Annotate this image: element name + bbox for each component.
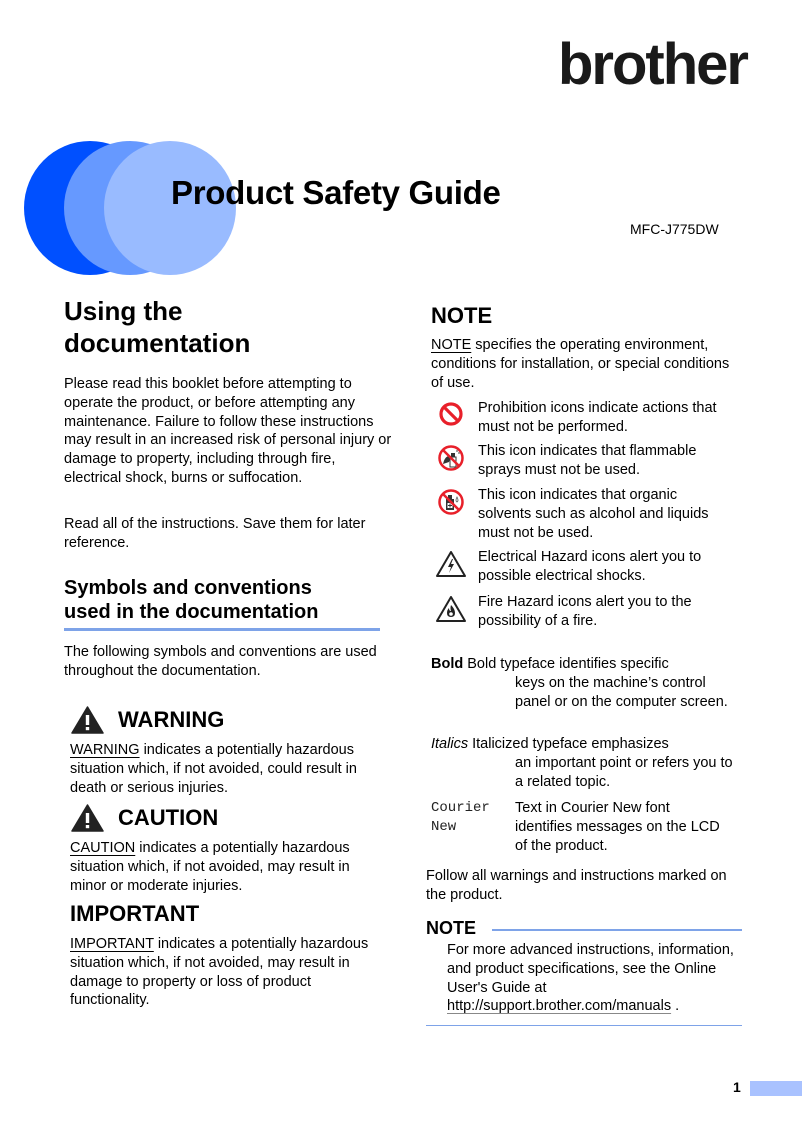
important-description (70, 935, 380, 1010)
convention-courier (431, 799, 741, 855)
prohibition-icon (438, 401, 464, 427)
intro-paragraph: Please read this booklet before attempting to operate the product, or before attempting any maintenance. Failure to follow these instructions may result in an increased risk of personal injury or damage to property, including through fire, electrical shock, burns or suffocation. (64, 376, 392, 486)
symbols-intro: The following symbols and conventions are used throughout the documentation. (64, 644, 377, 679)
convention-text-continued: keys on the machine’s control panel or on the computer screen. (515, 674, 728, 710)
heading-line: Symbols and conventions (64, 577, 312, 599)
note-text: specifies the operating environment, conditions for installation, or special conditions of use. (431, 337, 730, 391)
convention-italics (431, 735, 741, 791)
page-tab-marker (750, 1081, 802, 1096)
important-heading: IMPORTANT (70, 901, 200, 926)
no-organic-solvent-icon (437, 488, 465, 516)
note-keyword: NOTE (431, 337, 472, 353)
section-heading-symbols (64, 576, 384, 624)
heading-line: documentation (64, 328, 251, 358)
courier-label-line: New (431, 818, 457, 835)
follow-warnings-paragraph: Follow all warnings and instructions marked on the product. (426, 868, 727, 903)
warning-heading (71, 706, 224, 734)
warning-title: WARNING (118, 707, 225, 732)
courier-label-line: Courier (431, 800, 490, 816)
caution-triangle-icon (71, 804, 104, 832)
model-number: MFC-J775DW (630, 221, 719, 237)
caution-title: CAUTION (118, 805, 219, 830)
icon-description: This icon indicates that flammable sprays must not be used. (478, 443, 697, 478)
warning-text: indicates a potentially hazardous situation which, if not avoided, could result in death or serious injuries. (70, 742, 357, 796)
manuals-link[interactable]: http://support.brother.com/manuals (447, 998, 672, 1015)
note-heading: NOTE (431, 303, 493, 328)
warning-triangle-icon (71, 706, 104, 734)
read-all-paragraph: Read all of the instructions. Save them for later reference. (64, 516, 366, 551)
convention-text-continued: an important point or refers you to a related topic. (515, 754, 733, 790)
icon-description: This icon indicates that organic solvents such as alcohol and liquids must not be used. (478, 487, 709, 541)
icon-description: Prohibition icons indicate actions that must not be performed. (478, 400, 717, 435)
caution-heading (71, 804, 218, 832)
icon-row-electrical-hazard (431, 548, 731, 586)
heading-line: used in the documentation (64, 601, 319, 623)
document-title: Product Safety Guide (171, 174, 501, 211)
convention-label: Italics (431, 736, 469, 752)
important-keyword: IMPORTANT (70, 936, 154, 952)
page-number: 1 (733, 1079, 741, 1095)
icon-row-fire-hazard (431, 593, 731, 631)
important-text: indicates a potentially hazardous situation which, if not avoided, may result in damage to property or loss of product functionality. (70, 936, 369, 1009)
icon-row-organic-solvent (431, 486, 731, 542)
icon-row-flammable-spray (431, 442, 731, 480)
note-box-description: For more advanced instructions, information, and product specifications, see the Online User's Guide at (447, 942, 734, 996)
note-box-end: . (671, 998, 680, 1015)
icon-description: Fire Hazard icons alert you to the possibility of a fire. (478, 594, 692, 629)
convention-bold (431, 655, 741, 711)
convention-label: Bold (431, 656, 464, 672)
icon-row-prohibition (431, 399, 731, 437)
note-description (431, 336, 741, 392)
section-heading-using-documentation (64, 295, 384, 359)
note-box-heading: NOTE (426, 918, 477, 938)
note-box-text (447, 941, 747, 1016)
caution-description (70, 839, 380, 895)
section-divider (64, 628, 380, 631)
caution-text: indicates a potentially hazardous situation which, if not avoided, may result in minor or moderate injuries. (70, 840, 350, 894)
convention-text: Bold typeface identifies specific (467, 656, 669, 672)
caution-keyword: CAUTION (70, 840, 136, 856)
electrical-hazard-icon (435, 550, 467, 578)
note-box-bottom-rule (426, 1025, 742, 1026)
heading-line: Using the (64, 296, 183, 326)
icon-description: Electrical Hazard icons alert you to possible electrical shocks. (478, 549, 702, 584)
warning-keyword: WARNING (70, 742, 140, 758)
convention-text: Italicized typeface emphasizes (472, 736, 669, 752)
convention-text: Text in Courier New font identifies messages on the LCD of the product. (515, 800, 720, 854)
note-box-top-rule (492, 929, 742, 931)
brother-logo: brother (558, 32, 747, 97)
warning-description (70, 741, 380, 797)
no-flammable-spray-icon (437, 444, 465, 472)
convention-label (431, 799, 515, 855)
fire-hazard-icon (435, 595, 467, 623)
